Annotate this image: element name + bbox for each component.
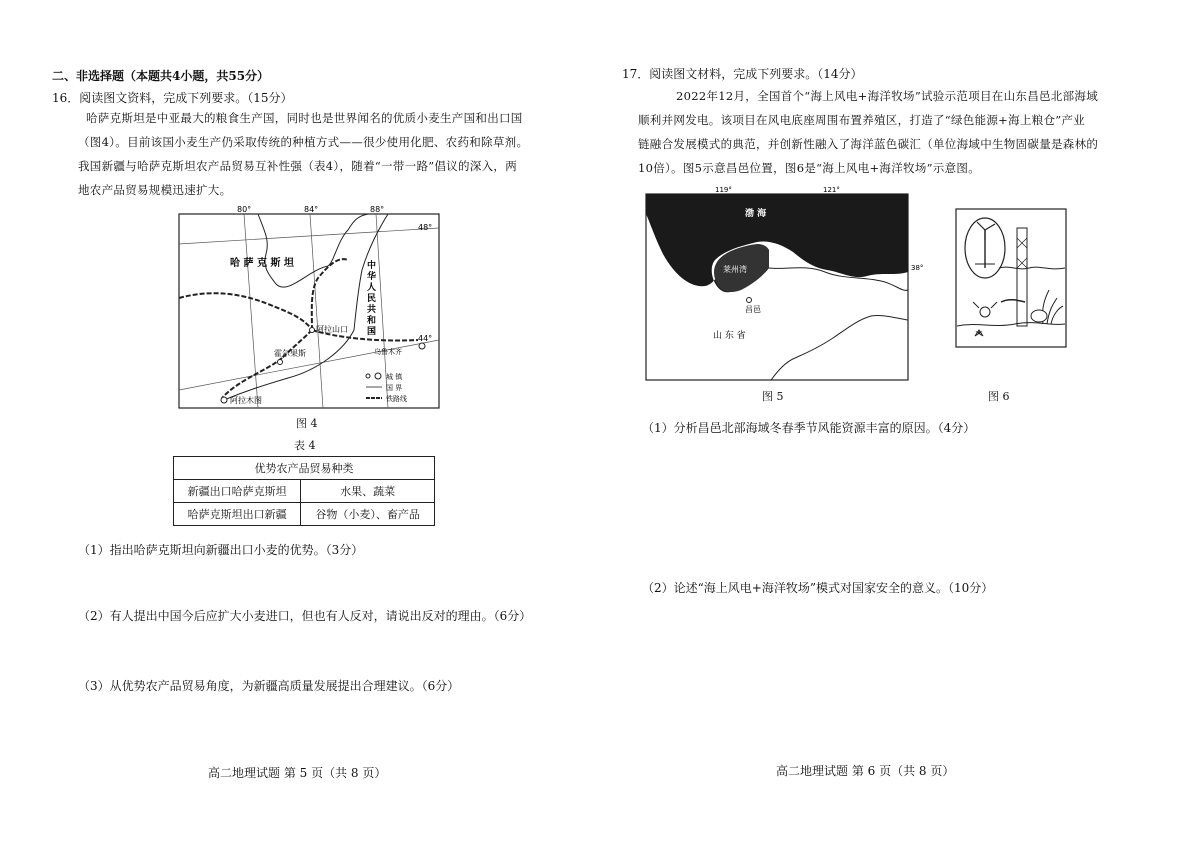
- svg-text:城 镇: 城 镇: [386, 373, 403, 381]
- table-cell: 新疆出口哈萨克斯坦: [174, 480, 301, 503]
- q17-line-2: 顺利并网发电。该项目在风电底座周围布置养殖区，打造了“绿色能源+海上粮仓”产业: [638, 113, 1086, 127]
- sea-label: 渤 海: [745, 209, 767, 219]
- q16-line-1: 哈萨克斯坦是中亚最大的粮食生产国，同时也是世界闻名的优质小麦生产国和出口国: [86, 111, 523, 125]
- q16-sub-1: （1）指出哈萨克斯坦向新疆出口小麦的优势。（3分）: [78, 543, 364, 557]
- changyi-marker: [747, 298, 752, 303]
- figure-4-caption: 图 4: [296, 417, 318, 430]
- country-cn-label: [367, 259, 376, 337]
- figure-5-map: [645, 180, 925, 382]
- bay-label: 莱州湾: [723, 265, 747, 274]
- table-row: [174, 503, 435, 526]
- svg-text:铁路线: 铁路线: [386, 395, 407, 403]
- svg-text:国: 国: [367, 327, 377, 337]
- alashankou-marker: [310, 328, 315, 333]
- figure-6-caption: 图 6: [988, 390, 1010, 403]
- q16-line-4: 地农产品贸易规模迅速扩大。: [78, 183, 232, 197]
- lat-48-label: 48°: [418, 223, 433, 232]
- lon-80-label: 80°: [237, 205, 252, 214]
- q16-paragraph: [52, 106, 532, 202]
- table-4-caption: 表 4: [294, 439, 316, 452]
- q17-paragraph: [638, 84, 1108, 180]
- svg-text:人: 人: [367, 283, 377, 293]
- svg-text:国 界: 国 界: [386, 384, 403, 392]
- lon-121-label: 121°: [823, 186, 840, 194]
- left-footer: 高二地理试题 第 5 页（共 8 页）: [208, 766, 387, 780]
- q16-sub-3: （3）从优势农产品贸易角度，为新疆高质量发展提出合理建议。（6分）: [78, 679, 460, 693]
- q17-line-1: 2022年12月，全国首个“海上风电+海洋牧场”试验示范项目在山东昌邑北部海域: [676, 89, 1098, 103]
- q17-line-3: 链融合发展模式的典范，并创新性融入了海洋蓝色碳汇（单位海域中生物固碳量是森林的: [638, 137, 1099, 151]
- q17-sub-2: （2）论述“海上风电+海洋牧场”模式对国家安全的意义。（10分）: [642, 581, 994, 595]
- province-label: 山 东 省: [713, 331, 746, 341]
- shell-icon: [1031, 310, 1047, 322]
- svg-text:中: 中: [367, 261, 377, 271]
- q17-line-4: 10倍）。图5示意昌邑位置，图6是“海上风电+海洋牧场”示意图。: [638, 161, 981, 175]
- table-cell: 哈萨克斯坦出口新疆: [174, 503, 301, 526]
- urumqi-marker: [419, 343, 425, 349]
- section-heading: 二、非选择题（本题共4小题，共55分）: [52, 69, 270, 83]
- table-header: 优势农产品贸易种类: [174, 457, 435, 480]
- city-changyi: 昌邑: [745, 305, 761, 314]
- q17-sub-1: （1）分析昌邑北部海域冬春季节风能资源丰富的原因。（4分）: [642, 421, 976, 435]
- svg-text:共: 共: [367, 305, 377, 315]
- horgos-marker: [278, 360, 283, 365]
- city-horgos: 霍尔果斯: [274, 349, 306, 358]
- figure-4-map: [178, 200, 440, 410]
- q17-stem: 17．阅读图文材料，完成下列要求。（14分）: [622, 67, 863, 81]
- table-4: [173, 456, 435, 526]
- svg-text:华: 华: [367, 272, 377, 282]
- figure-5-caption: 图 5: [762, 390, 784, 403]
- lon-84-label: 84°: [304, 205, 319, 214]
- lon-119-label: 119°: [715, 186, 732, 194]
- country-kz-label: 哈 萨 克 斯 坦: [230, 258, 294, 269]
- q16-line-3: 我国新疆与哈萨克斯坦农产品贸易互补性强（表4），随着“一带一路”倡议的深入，两: [78, 159, 518, 173]
- lon-88-label: 88°: [370, 205, 385, 214]
- lat-44-label: 44°: [418, 334, 433, 343]
- city-urumqi: 乌鲁木齐: [374, 348, 402, 356]
- svg-text:民: 民: [367, 294, 377, 304]
- svg-text:和: 和: [367, 316, 377, 326]
- almaty-marker: [221, 397, 227, 403]
- table-cell: 水果、蔬菜: [301, 480, 435, 503]
- crab-icon: [980, 307, 990, 317]
- right-footer: 高二地理试题 第 6 页（共 8 页）: [776, 764, 955, 778]
- q16-stem: 16．阅读图文资料，完成下列要求。（15分）: [52, 91, 293, 105]
- figure-6-diagram: [955, 208, 1067, 348]
- city-almaty: 阿拉木图: [230, 396, 262, 405]
- lat-38-label: 38°: [911, 264, 924, 272]
- city-alashankou: 阿拉山口: [316, 325, 348, 334]
- q16-sub-2: （2）有人提出中国今后应扩大小麦进口，但也有人反对，请说出反对的理由。（6分）: [78, 609, 532, 623]
- table-cell: 谷物（小麦）、畜产品: [301, 503, 435, 526]
- table-row: [174, 480, 435, 503]
- q16-line-2: （图4）。目前该国小麦生产仍采取传统的种植方式——很少使用化肥、农药和除草剂。: [78, 135, 529, 149]
